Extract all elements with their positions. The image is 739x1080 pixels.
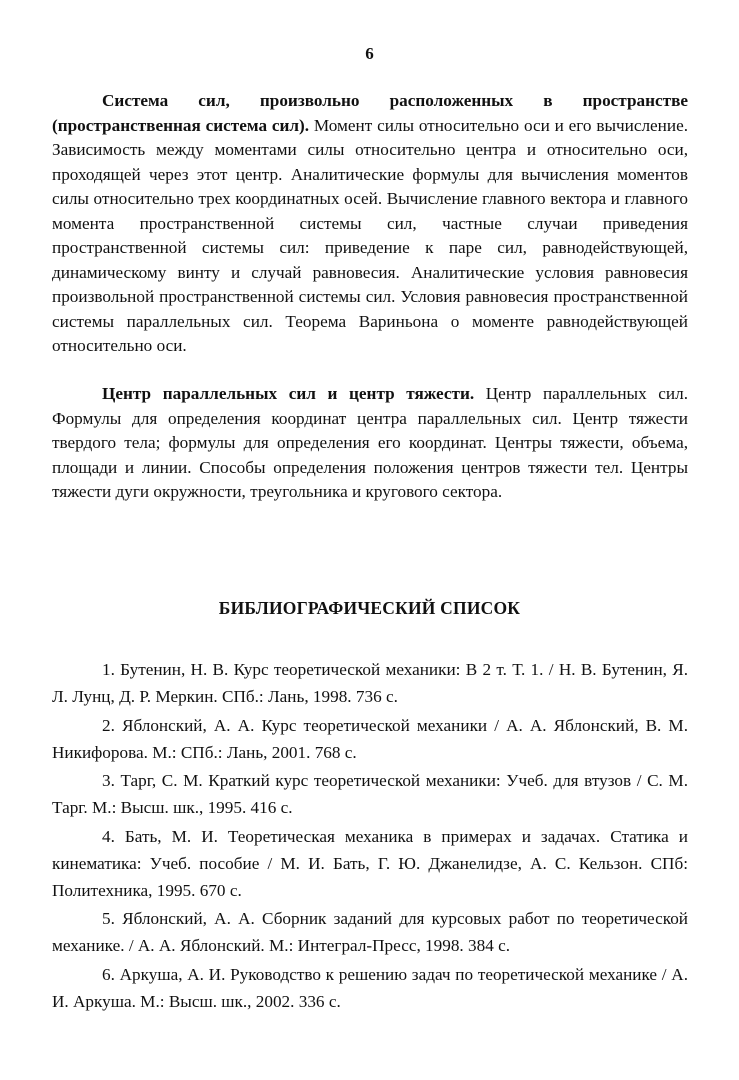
section-title: Центр параллельных сил и центр тяжести. — [102, 384, 475, 403]
bibliography-list — [52, 656, 688, 1016]
section-spatial-force-system — [52, 89, 688, 359]
paragraph — [52, 382, 688, 505]
bibliography-item: 5. Яблонский, А. А. Сборник заданий для курсовых работ по теоретической механике. / А. А. Яблонский. М.: Интеграл-Пресс, 1998. 384 с. — [52, 909, 688, 955]
bibliography-item: 1. Бутенин, Н. В. Курс теоретической механики: В 2 т. Т. 1. / Н. В. Бутенин, Я. Л. Лунц, Д. Р. Меркин. СПб.: Лань, 1998. 736 с. — [52, 660, 688, 706]
bibliography-item: 3. Тарг, С. М. Краткий курс теоретической механики: Учеб. для втузов / С. М. Тарг. М.: Высш. шк., 1995. 416 с. — [52, 771, 688, 817]
page-number: 6 — [365, 44, 374, 63]
bibliography-item: 4. Бать, М. И. Теоретическая механика в примерах и задачах. Статика и кинематика: Учеб. пособие / М. И. Бать, Г. Ю. Джанелидзе, А. С. Кельзон. СПб: Политехника, 1995. 670 с. — [52, 826, 688, 900]
paragraph — [52, 89, 688, 359]
section-title: Система сил, произвольно расположенных в пространстве (пространственная система сил). — [52, 91, 688, 135]
bibliography-item: 6. Аркуша, А. И. Руководство к решению задач по теоретической механике / А. И. Аркуша. М.: Высш. шк., 2002. 336 с. — [52, 964, 688, 1011]
bibliography-heading: БИБЛИОГРАФИЧЕСКИЙ СПИСОК — [218, 598, 521, 618]
section-body: Момент силы относительно оси и его вычисление. Зависимость между моментами силы относительно центра и относительно оси, проходящей через этот центр. Аналитические формулы для вычисления моментов силы относительно трех координатных осей. Вычисление главного вектора и главного момента пространственной системы сил, частные случаи приведения пространственной системы сил: приведение к паре сил, равнодействующей, динамическому винту и случай равновесия. Аналитические условия равновесия произвольной пространственной системы сил. Условия равновесия пространственной системы параллельных сил. Теорема Вариньона о моменте равнодействующей относительно оси. — [52, 115, 689, 355]
bibliography-item: 2. Яблонский, А. А. Курс теоретической механики / А. А. Яблонский, В. М. Никифорова. М.: СПб.: Лань, 2001. 768 с. — [52, 715, 688, 762]
section-center-of-gravity — [52, 382, 688, 505]
section-body: Центр параллельных сил. Формулы для определения координат центра параллельных сил. Центр тяжести твердого тела; формулы для определения его координат. Центры тяжести, объема, площади и линии. Способы определения положения центров тяжести тел. Центры тяжести дуги окружности, треугольника и кругового сектора. — [52, 384, 688, 501]
